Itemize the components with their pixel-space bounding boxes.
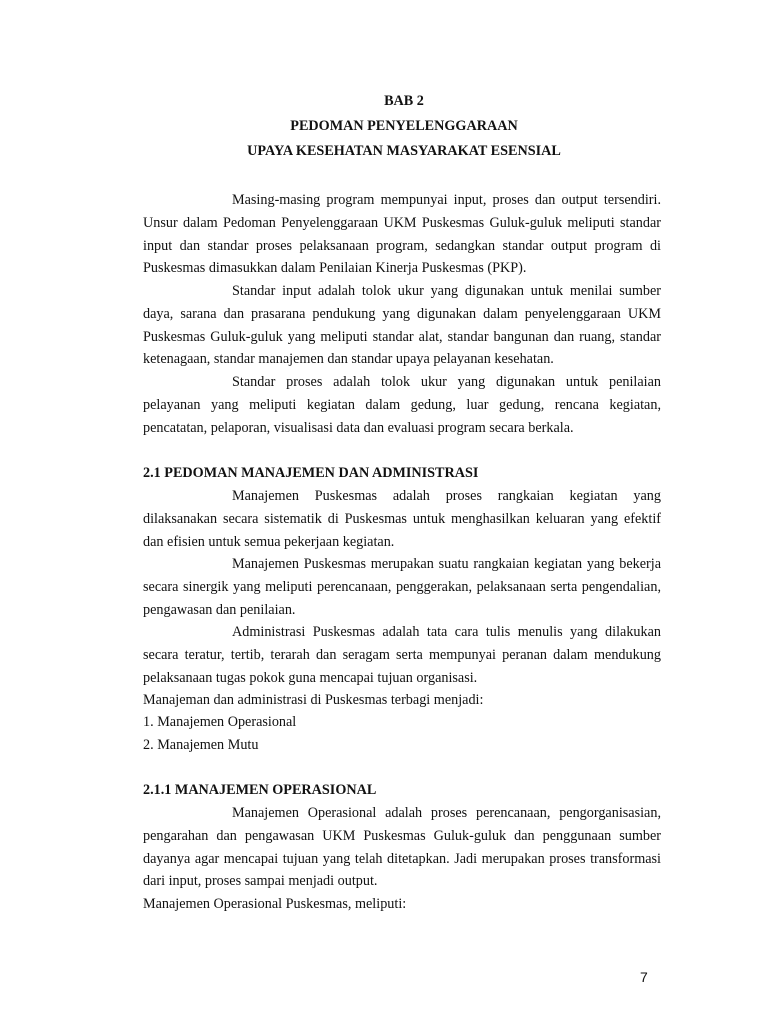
list-item: 2. Manajemen Mutu [143, 737, 259, 753]
list-item: 1. Manajemen Operasional [143, 714, 297, 730]
section-2-1-heading: 2.1 PEDOMAN MANAJEMEN DAN ADMINISTRASI [143, 465, 479, 481]
chapter-label: BAB 2 [384, 93, 424, 109]
section-2-1-1-paragraph: Manajemen Operasional adalah proses perencanaan, pengorganisasian, pengarahan dan pengawasan UKM Puskesmas Guluk-guluk dan penggunaan sumber dayanya agar mencapai tujuan yang telah ditetapkan. Jadi merupakan proses transformasi dari input, proses sampai menjadi output. [143, 805, 661, 890]
chapter-title-line-2: UPAYA KESEHATAN MASYARAKAT ESENSIAL [247, 143, 561, 159]
section-2-1-1-heading: 2.1.1 MANAJEMEN OPERASIONAL [143, 782, 377, 798]
chapter-title-line-1: PEDOMAN PENYELENGGARAAN [290, 118, 518, 134]
section-2-1-paragraph-2: Manajemen Puskesmas merupakan suatu rangkaian kegiatan yang bekerja secara sinergik yang meliputi perencanaan, penggerakan, pelaksanaan serta pengendalian, pengawasan dan penilaian. [143, 556, 661, 618]
intro-paragraph-1: Masing-masing program mempunyai input, proses dan output tersendiri. Unsur dalam Pedoman Penyelenggaraan UKM Puskesmas Guluk-guluk meliputi standar input dan standar proses pelaksanaan program, sedangkan standar output program di Puskesmas dimasukkan dalam Penilaian Kinerja Puskesmas (PKP). [143, 192, 661, 277]
intro-paragraph-2: Standar input adalah tolok ukur yang digunakan untuk menilai sumber daya, sarana dan prasarana pendukung yang digunakan dalam penyelenggaraan UKM Puskesmas Guluk-guluk yang meliputi standar alat, standar bangunan dan ruang, standar ketenagaan, standar manajemen dan standar upaya pelayanan kesehatan. [143, 283, 661, 368]
list-intro: Manajeman dan administrasi di Puskesmas terbagi menjadi: [143, 692, 484, 708]
section-2-1-paragraph-1: Manajemen Puskesmas adalah proses rangkaian kegiatan yang dilaksanakan secara sistematik di Puskesmas untuk menghasilkan keluaran yang efektif dan efisien untuk semua pekerjaan kegiatan. [143, 488, 661, 550]
section-2-1-paragraph-3: Administrasi Puskesmas adalah tata cara tulis menulis yang dilakukan secara teratur, tertib, terarah dan seragam serta mempunyai peranan dalam mendukung pelaksanaan tugas pokok guna mencapai tujuan organisasi. [143, 624, 661, 686]
intro-paragraph-3: Standar proses adalah tolok ukur yang digunakan untuk penilaian pelayanan yang meliputi kegiatan dalam gedung, luar gedung, rencana kegiatan, pencatatan, pelaporan, visualisasi data dan evaluasi program secara berkala. [143, 374, 661, 436]
page-number: 7 [640, 969, 648, 985]
section-2-1-1-closing: Manajemen Operasional Puskesmas, meliputi: [143, 896, 407, 912]
